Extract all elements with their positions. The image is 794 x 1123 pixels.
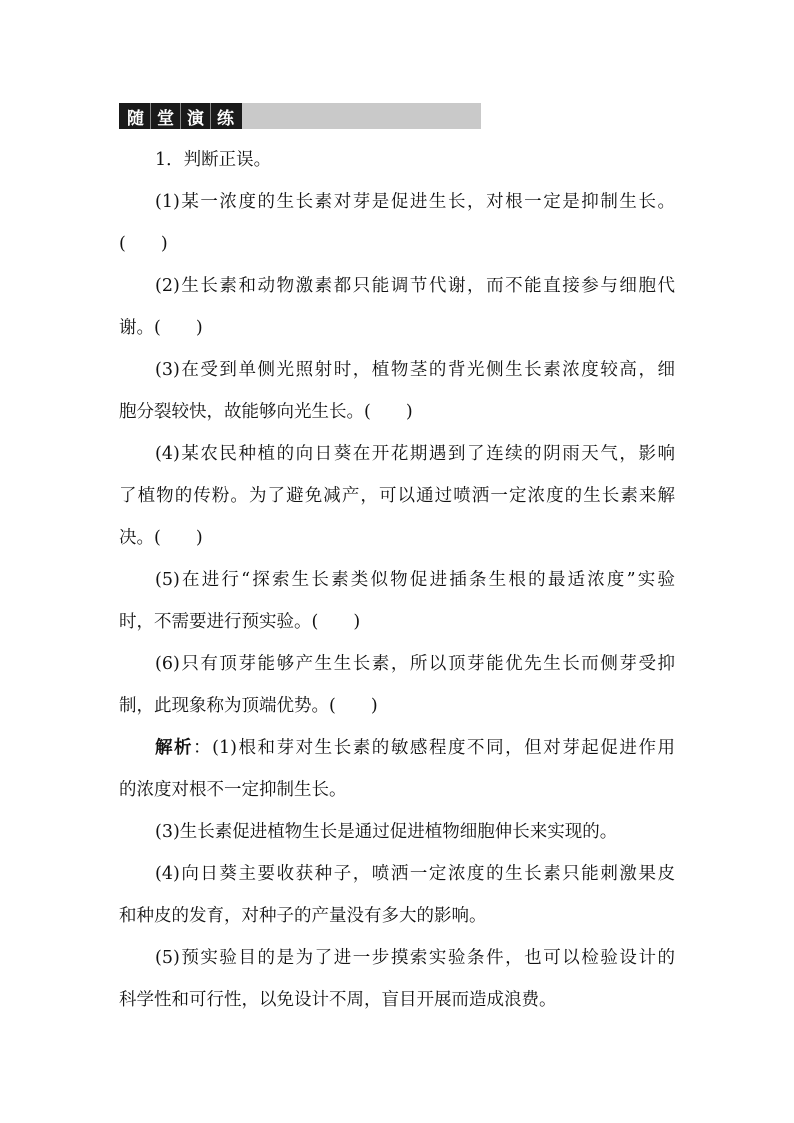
analysis-4-line-1: (4)向日葵主要收获种子，喷洒一定浓度的生长素只能刺激果皮: [155, 864, 675, 884]
analysis-1-line-1: [119, 727, 675, 769]
section-title: [119, 103, 242, 129]
section-banner: [119, 103, 481, 129]
statement-2-line-1: (2)生长素和动物激素都只能调节代谢，而不能直接参与细胞代: [155, 276, 675, 296]
statement-6-line-2: 制，此现象称为顶端优势。( ): [119, 696, 378, 716]
analysis-3: (3)生长素促进植物生长是通过促进植物细胞伸长来实现的。: [155, 822, 618, 842]
analysis-label: 解析: [155, 738, 194, 758]
question-title: 1．判断正误。: [155, 150, 272, 170]
banner-gray-bar: [242, 103, 481, 129]
statement-4-line-1: (4)某农民种植的向日葵在开花期遇到了连续的阴雨天气，影响: [155, 444, 675, 464]
statement-1-line-2: ( ): [119, 234, 168, 254]
statement-5-line-2: 时，不需要进行预实验。( ): [119, 612, 361, 632]
analysis-5-line-1: (5)预实验目的是为了进一步摸索实验条件，也可以检验设计的: [155, 948, 675, 968]
statement-3-line-2: 胞分裂较快，故能够向光生长。( ): [119, 402, 413, 422]
statement-4-line-3: 决。( ): [119, 528, 203, 548]
analysis-1-line-2: 的浓度对根不一定抑制生长。: [119, 780, 347, 800]
statement-6-line-1: (6)只有顶芽能够产生生长素，所以顶芽能优先生长而侧芽受抑: [155, 654, 675, 674]
analysis-4-line-2: 和种皮的发育，对种子的产量没有多大的影响。: [119, 906, 487, 926]
statement-4-line-2: 了植物的传粉。为了避免减产，可以通过喷洒一定浓度的生长素来解: [119, 486, 675, 506]
statement-5-line-1: (5)在进行“探索生长素类似物促进插条生根的最适浓度”实验: [155, 570, 675, 590]
statement-1-line-1: (1)某一浓度的生长素对芽是促进生长，对根一定是抑制生长。: [155, 192, 675, 212]
section-title-char: 堂: [151, 103, 181, 129]
statement-3-line-1: (3)在受到单侧光照射时，植物茎的背光侧生长素浓度较高，细: [155, 360, 675, 380]
analysis-5-line-2: 科学性和可行性，以免设计不周，盲目开展而造成浪费。: [119, 990, 557, 1010]
analysis-colon: ：: [193, 738, 213, 758]
section-title-char: 随: [121, 103, 151, 129]
document-body: [119, 139, 675, 1021]
analysis-1-text: (1)根和芽对生长素的敏感程度不同，但对芽起促进作用: [212, 738, 675, 758]
section-title-char: 练: [217, 108, 234, 129]
section-title-char: 演: [181, 103, 211, 129]
statement-2-line-2: 谢。( ): [119, 318, 203, 338]
